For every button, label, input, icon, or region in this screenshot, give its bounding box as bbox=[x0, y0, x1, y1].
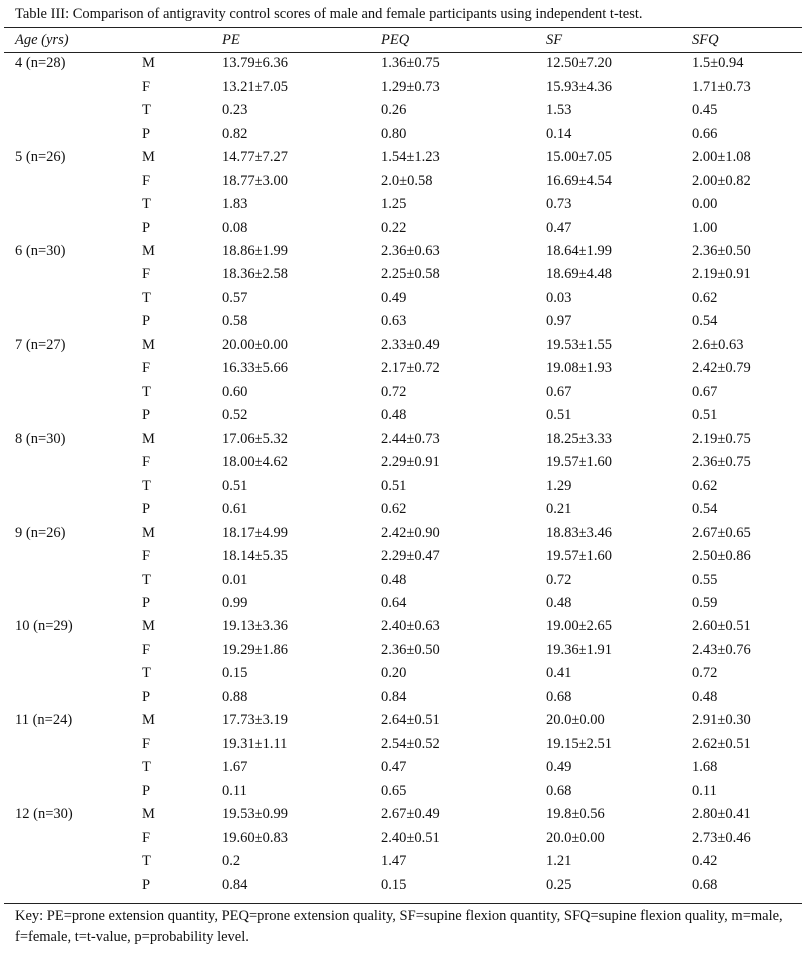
row-label: F bbox=[142, 829, 151, 846]
table-row bbox=[4, 451, 802, 474]
row-label: M bbox=[142, 336, 155, 353]
cell-peq: 2.0±0.58 bbox=[381, 172, 433, 189]
age-group-label bbox=[4, 850, 142, 873]
age-group-label: 5 (n=26) bbox=[15, 149, 66, 166]
scores-table bbox=[4, 28, 802, 897]
row-label: P bbox=[142, 782, 151, 799]
cell-sfq: 1.68 bbox=[692, 759, 718, 776]
table-row bbox=[4, 615, 802, 638]
age-group-label: 8 (n=30) bbox=[15, 430, 66, 447]
cell-sfq: 2.00±0.82 bbox=[692, 172, 751, 189]
cell-pe: 1.67 bbox=[222, 759, 248, 776]
cell-peq: 0.64 bbox=[381, 595, 407, 612]
table-row bbox=[4, 568, 802, 591]
row-label: M bbox=[142, 430, 155, 447]
row-label: M bbox=[142, 712, 155, 729]
row-label: F bbox=[142, 172, 151, 189]
cell-sfq: 2.50±0.86 bbox=[692, 548, 751, 565]
age-group-label: 11 (n=24) bbox=[15, 712, 73, 729]
cell-pe: 13.21±7.05 bbox=[222, 78, 288, 95]
table-row bbox=[4, 357, 802, 380]
cell-peq: 2.54±0.52 bbox=[381, 735, 440, 752]
cell-peq: 0.62 bbox=[381, 501, 407, 518]
table-row bbox=[4, 686, 802, 709]
cell-sf: 1.21 bbox=[546, 853, 572, 870]
age-group-label bbox=[4, 498, 142, 521]
bottom-rule bbox=[4, 903, 802, 904]
cell-sf: 0.48 bbox=[546, 595, 572, 612]
table-row bbox=[4, 592, 802, 615]
table-row bbox=[4, 52, 802, 75]
cell-sf: 19.15±2.51 bbox=[546, 735, 612, 752]
table-row bbox=[4, 780, 802, 803]
table-row bbox=[4, 709, 802, 732]
cell-sfq: 2.19±0.91 bbox=[692, 266, 751, 283]
cell-sfq: 2.19±0.75 bbox=[692, 430, 751, 447]
cell-sfq: 0.62 bbox=[692, 477, 718, 494]
cell-sfq: 1.71±0.73 bbox=[692, 78, 751, 95]
cell-pe: 19.29±1.86 bbox=[222, 641, 288, 658]
table-row bbox=[4, 216, 802, 239]
cell-peq: 2.40±0.63 bbox=[381, 618, 440, 635]
cell-sfq: 1.00 bbox=[692, 219, 718, 236]
age-group-label: 12 (n=30) bbox=[15, 806, 73, 823]
cell-sfq: 2.67±0.65 bbox=[692, 524, 751, 541]
table-row bbox=[4, 428, 802, 451]
cell-peq: 2.17±0.72 bbox=[381, 360, 440, 377]
cell-sf: 0.03 bbox=[546, 289, 572, 306]
table-row bbox=[4, 756, 802, 779]
table-row bbox=[4, 169, 802, 192]
cell-sf: 0.21 bbox=[546, 501, 572, 518]
cell-peq: 0.48 bbox=[381, 571, 407, 588]
table-key: Key: PE=prone extension quantity, PEQ=prone extension quality, SF=supine flexion quantity, SFQ=supine flexion quality, m=male, f=female, t=t-value, p=probability level. bbox=[15, 908, 783, 945]
header-peq: PEQ bbox=[381, 31, 410, 48]
cell-pe: 0.58 bbox=[222, 313, 248, 330]
cell-peq: 0.26 bbox=[381, 102, 407, 119]
cell-pe: 1.83 bbox=[222, 196, 248, 213]
cell-pe: 0.2 bbox=[222, 853, 241, 870]
age-group-label bbox=[4, 404, 142, 427]
age-group-label bbox=[4, 545, 142, 568]
cell-peq: 2.44±0.73 bbox=[381, 430, 440, 447]
cell-peq: 1.47 bbox=[381, 853, 407, 870]
age-group-label bbox=[4, 592, 142, 615]
cell-sf: 12.50±7.20 bbox=[546, 55, 612, 72]
cell-pe: 18.77±3.00 bbox=[222, 172, 288, 189]
table-row bbox=[4, 334, 802, 357]
cell-pe: 0.99 bbox=[222, 595, 248, 612]
cell-sf: 0.68 bbox=[546, 782, 572, 799]
row-label: F bbox=[142, 360, 151, 377]
cell-pe: 14.77±7.27 bbox=[222, 149, 288, 166]
cell-peq: 1.54±1.23 bbox=[381, 149, 440, 166]
cell-peq: 1.25 bbox=[381, 196, 407, 213]
cell-peq: 0.47 bbox=[381, 759, 407, 776]
age-group-label bbox=[4, 381, 142, 404]
row-label: T bbox=[142, 571, 151, 588]
table-row bbox=[4, 75, 802, 98]
row-label: T bbox=[142, 665, 151, 682]
cell-peq: 2.42±0.90 bbox=[381, 524, 440, 541]
table-row bbox=[4, 146, 802, 169]
age-group-label bbox=[4, 357, 142, 380]
row-label: P bbox=[142, 313, 151, 330]
cell-pe: 18.36±2.58 bbox=[222, 266, 288, 283]
age-group-label bbox=[4, 662, 142, 685]
cell-sfq: 2.42±0.79 bbox=[692, 360, 751, 377]
age-group-label bbox=[4, 568, 142, 591]
age-group-label bbox=[4, 733, 142, 756]
cell-sf: 19.57±1.60 bbox=[546, 454, 612, 471]
table-row bbox=[4, 826, 802, 849]
cell-pe: 0.51 bbox=[222, 477, 248, 494]
cell-pe: 0.60 bbox=[222, 383, 248, 400]
table-row bbox=[4, 404, 802, 427]
cell-sf: 18.83±3.46 bbox=[546, 524, 612, 541]
cell-peq: 0.80 bbox=[381, 125, 407, 142]
age-group-label bbox=[4, 263, 142, 286]
cell-peq: 0.22 bbox=[381, 219, 407, 236]
cell-sfq: 0.54 bbox=[692, 501, 718, 518]
cell-pe: 18.86±1.99 bbox=[222, 242, 288, 259]
table-row bbox=[4, 381, 802, 404]
cell-peq: 0.20 bbox=[381, 665, 407, 682]
cell-pe: 20.00±0.00 bbox=[222, 336, 288, 353]
age-group-label bbox=[4, 193, 142, 216]
cell-sf: 19.00±2.65 bbox=[546, 618, 612, 635]
cell-peq: 0.51 bbox=[381, 477, 407, 494]
row-label: P bbox=[142, 876, 151, 893]
cell-peq: 0.72 bbox=[381, 383, 407, 400]
cell-sf: 0.67 bbox=[546, 383, 572, 400]
row-label: T bbox=[142, 383, 151, 400]
cell-peq: 2.29±0.47 bbox=[381, 548, 440, 565]
table-row bbox=[4, 240, 802, 263]
row-label: P bbox=[142, 407, 151, 424]
cell-sfq: 2.60±0.51 bbox=[692, 618, 751, 635]
cell-peq: 1.29±0.73 bbox=[381, 78, 440, 95]
row-label: T bbox=[142, 102, 151, 119]
row-label: P bbox=[142, 595, 151, 612]
cell-peq: 0.15 bbox=[381, 876, 407, 893]
header-sf: SF bbox=[546, 31, 563, 48]
cell-sf: 19.08±1.93 bbox=[546, 360, 612, 377]
cell-sf: 0.51 bbox=[546, 407, 572, 424]
cell-pe: 0.15 bbox=[222, 665, 248, 682]
cell-peq: 0.48 bbox=[381, 407, 407, 424]
header-pe: PE bbox=[222, 31, 240, 48]
cell-sf: 0.49 bbox=[546, 759, 572, 776]
row-label: F bbox=[142, 735, 151, 752]
table-row bbox=[4, 474, 802, 497]
cell-pe: 18.00±4.62 bbox=[222, 454, 288, 471]
cell-sf: 15.00±7.05 bbox=[546, 149, 612, 166]
cell-sfq: 0.54 bbox=[692, 313, 718, 330]
age-group-label bbox=[4, 99, 142, 122]
table-row bbox=[4, 850, 802, 873]
cell-pe: 19.31±1.11 bbox=[222, 735, 288, 752]
age-group-label bbox=[4, 756, 142, 779]
header-sfq: SFQ bbox=[692, 31, 719, 48]
cell-pe: 0.88 bbox=[222, 688, 248, 705]
cell-sf: 1.53 bbox=[546, 102, 572, 119]
cell-peq: 2.29±0.91 bbox=[381, 454, 440, 471]
age-group-label bbox=[4, 780, 142, 803]
table-body bbox=[4, 52, 802, 897]
row-label: F bbox=[142, 78, 151, 95]
row-label: M bbox=[142, 806, 155, 823]
table-caption: Table III: Comparison of antigravity control scores of male and female participants using independent t-test. bbox=[15, 6, 643, 22]
cell-pe: 0.23 bbox=[222, 102, 248, 119]
cell-sf: 0.72 bbox=[546, 571, 572, 588]
table-row bbox=[4, 733, 802, 756]
cell-peq: 2.40±0.51 bbox=[381, 829, 440, 846]
table-row bbox=[4, 498, 802, 521]
cell-sfq: 2.36±0.75 bbox=[692, 454, 751, 471]
cell-pe: 17.73±3.19 bbox=[222, 712, 288, 729]
cell-peq: 2.64±0.51 bbox=[381, 712, 440, 729]
table-row bbox=[4, 263, 802, 286]
cell-sfq: 0.68 bbox=[692, 876, 718, 893]
cell-sfq: 2.73±0.46 bbox=[692, 829, 751, 846]
age-group-label bbox=[4, 287, 142, 310]
cell-peq: 0.65 bbox=[381, 782, 407, 799]
row-label: M bbox=[142, 55, 155, 72]
row-label: P bbox=[142, 501, 151, 518]
cell-sf: 0.14 bbox=[546, 125, 572, 142]
cell-sf: 0.41 bbox=[546, 665, 572, 682]
cell-sfq: 0.62 bbox=[692, 289, 718, 306]
cell-pe: 16.33±5.66 bbox=[222, 360, 288, 377]
cell-sf: 19.53±1.55 bbox=[546, 336, 612, 353]
table-row bbox=[4, 287, 802, 310]
age-group-label bbox=[4, 122, 142, 145]
age-group-label: 6 (n=30) bbox=[15, 242, 66, 259]
age-group-label bbox=[4, 639, 142, 662]
row-label: M bbox=[142, 524, 155, 541]
age-group-label bbox=[4, 826, 142, 849]
age-group-label bbox=[4, 686, 142, 709]
age-group-label: 9 (n=26) bbox=[15, 524, 66, 541]
table-row bbox=[4, 545, 802, 568]
cell-sfq: 2.80±0.41 bbox=[692, 806, 751, 823]
table-row bbox=[4, 310, 802, 333]
cell-sf: 18.69±4.48 bbox=[546, 266, 612, 283]
cell-peq: 1.36±0.75 bbox=[381, 55, 440, 72]
cell-pe: 0.82 bbox=[222, 125, 248, 142]
cell-peq: 2.36±0.50 bbox=[381, 641, 440, 658]
cell-pe: 17.06±5.32 bbox=[222, 430, 288, 447]
cell-sfq: 0.00 bbox=[692, 196, 718, 213]
cell-sfq: 0.51 bbox=[692, 407, 718, 424]
cell-sf: 19.36±1.91 bbox=[546, 641, 612, 658]
row-label: M bbox=[142, 618, 155, 635]
cell-sf: 19.8±0.56 bbox=[546, 806, 605, 823]
cell-sf: 0.47 bbox=[546, 219, 572, 236]
cell-pe: 0.11 bbox=[222, 782, 247, 799]
cell-peq: 2.67±0.49 bbox=[381, 806, 440, 823]
age-group-label bbox=[4, 169, 142, 192]
cell-sfq: 2.00±1.08 bbox=[692, 149, 751, 166]
cell-sfq: 2.6±0.63 bbox=[692, 336, 744, 353]
cell-sfq: 2.91±0.30 bbox=[692, 712, 751, 729]
cell-sf: 15.93±4.36 bbox=[546, 78, 612, 95]
cell-sf: 20.0±0.00 bbox=[546, 829, 605, 846]
cell-peq: 2.33±0.49 bbox=[381, 336, 440, 353]
table-row bbox=[4, 873, 802, 896]
cell-sfq: 0.48 bbox=[692, 688, 718, 705]
cell-sf: 1.29 bbox=[546, 477, 572, 494]
age-group-label bbox=[4, 451, 142, 474]
header-age: Age (yrs) bbox=[15, 31, 69, 48]
cell-sfq: 0.42 bbox=[692, 853, 718, 870]
cell-pe: 18.14±5.35 bbox=[222, 548, 288, 565]
row-label: F bbox=[142, 548, 151, 565]
header-sex bbox=[142, 28, 222, 52]
table-row bbox=[4, 803, 802, 826]
cell-pe: 0.52 bbox=[222, 407, 248, 424]
row-label: M bbox=[142, 149, 155, 166]
row-label: T bbox=[142, 196, 151, 213]
cell-peq: 0.49 bbox=[381, 289, 407, 306]
row-label: P bbox=[142, 219, 151, 236]
cell-sfq: 0.45 bbox=[692, 102, 718, 119]
row-label: F bbox=[142, 641, 151, 658]
row-label: T bbox=[142, 289, 151, 306]
age-group-label: 7 (n=27) bbox=[15, 336, 66, 353]
cell-pe: 0.57 bbox=[222, 289, 248, 306]
cell-sfq: 2.36±0.50 bbox=[692, 242, 751, 259]
table-row bbox=[4, 662, 802, 685]
table-row bbox=[4, 521, 802, 544]
cell-pe: 19.60±0.83 bbox=[222, 829, 288, 846]
row-label: T bbox=[142, 759, 151, 776]
cell-pe: 19.53±0.99 bbox=[222, 806, 288, 823]
cell-pe: 13.79±6.36 bbox=[222, 55, 288, 72]
cell-sf: 20.0±0.00 bbox=[546, 712, 605, 729]
cell-sfq: 0.72 bbox=[692, 665, 718, 682]
cell-pe: 19.13±3.36 bbox=[222, 618, 288, 635]
cell-sfq: 0.59 bbox=[692, 595, 718, 612]
age-group-label: 4 (n=28) bbox=[15, 55, 66, 72]
cell-pe: 18.17±4.99 bbox=[222, 524, 288, 541]
cell-sf: 0.25 bbox=[546, 876, 572, 893]
age-group-label bbox=[4, 310, 142, 333]
cell-sf: 16.69±4.54 bbox=[546, 172, 612, 189]
row-label: T bbox=[142, 853, 151, 870]
cell-pe: 0.01 bbox=[222, 571, 248, 588]
cell-peq: 0.84 bbox=[381, 688, 407, 705]
age-group-label bbox=[4, 474, 142, 497]
table-row bbox=[4, 639, 802, 662]
cell-sf: 18.64±1.99 bbox=[546, 242, 612, 259]
cell-peq: 2.25±0.58 bbox=[381, 266, 440, 283]
cell-sfq: 0.55 bbox=[692, 571, 718, 588]
row-label: F bbox=[142, 454, 151, 471]
row-label: P bbox=[142, 688, 151, 705]
row-label: P bbox=[142, 125, 151, 142]
table-row bbox=[4, 99, 802, 122]
cell-sfq: 0.66 bbox=[692, 125, 718, 142]
table-row bbox=[4, 122, 802, 145]
cell-peq: 0.63 bbox=[381, 313, 407, 330]
cell-sf: 0.97 bbox=[546, 313, 572, 330]
row-label: T bbox=[142, 477, 151, 494]
age-group-label bbox=[4, 216, 142, 239]
cell-sfq: 2.62±0.51 bbox=[692, 735, 751, 752]
age-group-label: 10 (n=29) bbox=[15, 618, 73, 635]
row-label: M bbox=[142, 242, 155, 259]
age-group-label bbox=[4, 75, 142, 98]
cell-sfq: 0.11 bbox=[692, 782, 717, 799]
table-row bbox=[4, 193, 802, 216]
cell-sfq: 0.67 bbox=[692, 383, 718, 400]
cell-peq: 2.36±0.63 bbox=[381, 242, 440, 259]
cell-pe: 0.84 bbox=[222, 876, 248, 893]
cell-sf: 0.68 bbox=[546, 688, 572, 705]
cell-sf: 18.25±3.33 bbox=[546, 430, 612, 447]
cell-sfq: 2.43±0.76 bbox=[692, 641, 751, 658]
cell-sf: 0.73 bbox=[546, 196, 572, 213]
header-row bbox=[4, 28, 802, 52]
cell-pe: 0.08 bbox=[222, 219, 248, 236]
age-group-label bbox=[4, 873, 142, 896]
cell-sfq: 1.5±0.94 bbox=[692, 55, 744, 72]
row-label: F bbox=[142, 266, 151, 283]
cell-sf: 19.57±1.60 bbox=[546, 548, 612, 565]
cell-pe: 0.61 bbox=[222, 501, 248, 518]
